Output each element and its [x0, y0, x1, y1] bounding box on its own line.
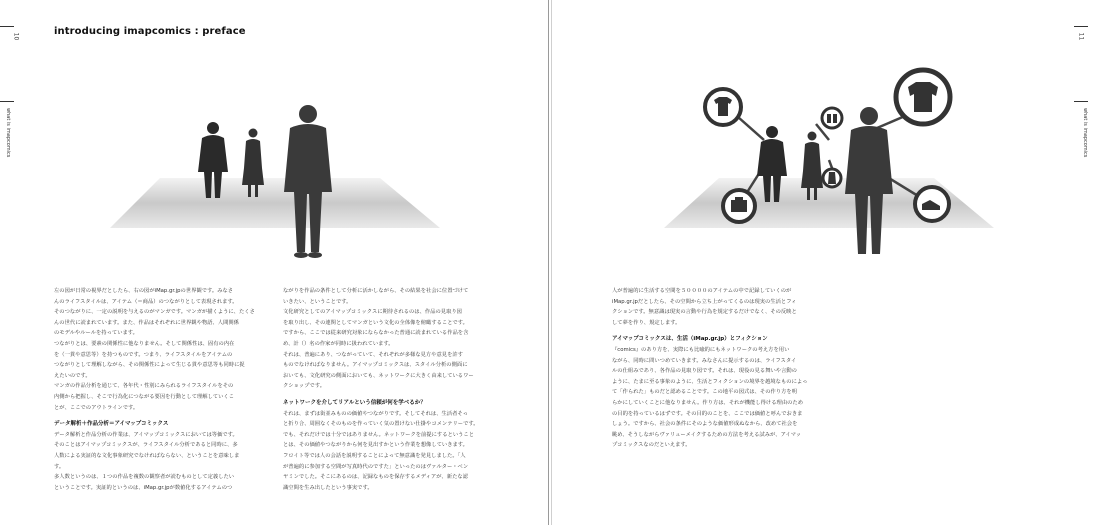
body-paragraph: それは、まずは街並みものの価値やつながりです。そしてそれは、生活者そっ と折り合、周囲なくそのものを作っていく気の置けない仕掛やコメンテリーです。 でも、それだけでは十分ではありません。ネットワークを前提にするということ とは、その価値やつながりから何を見出すかという作業を想像していきます。 フロイト等では人の会話を説明することによって無意識を発見しました。「人 が普遍的に参加する空間が写真時代のですた」といったのはヴァルター・ベン ヤミンでした。そこにあるのは、記録なものを保存するメディアが、新たな認 識空間を生み出したという事実です。: [283, 410, 479, 491]
section-heading: ネットワークを介してリアルという信頼が何を学べるか？: [283, 399, 426, 406]
margin-tick: [0, 26, 14, 27]
section-heading: データ解析＋作品分析＝アイマップコミックス: [54, 421, 169, 428]
item-bubble-bag-icon: [723, 190, 755, 222]
margin-tick: [0, 101, 14, 102]
illustration-everyday-view: [110, 100, 440, 262]
page-fold-shadow: [551, 0, 552, 525]
item-bubble-bottles-icon: [822, 108, 842, 128]
body-paragraph: 左の図が日常の視界だとしたら、右の図がiMap.gr.jpの世界観です。みなさ んのライフスタイルは、アイテム（＝商品）のつながりとして表現されます。 そのつながりに、一定の説明を与えるのがマンガです。マンガが描くように、たくさ んの世代に読まれています。また、作品はそれぞれに世界観や物語、人間関係 のモデルやルールを持っています。 つながりとは、要素の関係性に他なりません。そして関係性は、固有の内在 を（一貫や意思等）を持つものです。つまり、ライフスタイルをアイテムの つながりとして理解しながら、その関係性によって生じる貫や意思等も同時に捉 えたいのです。 マンガの作品分析を通じて、各年代・性別にみられるライフスタイルをその 内側から把握し、そこで行為化につながる要因を行動として理解していくこ とが、ここでのアウトラインです。: [54, 288, 255, 411]
text-column-left-1: [54, 286, 266, 493]
text-column-right-1: [612, 286, 824, 451]
side-runner-left: what is imapcomics: [5, 108, 11, 158]
side-runner-right: what is imapcomics: [1082, 108, 1088, 158]
page-number-left: 10: [12, 32, 20, 41]
margin-tick: [1074, 101, 1088, 102]
floor-platform: [110, 178, 440, 228]
item-bubble-figure-icon: [823, 169, 841, 187]
body-paragraph: 『comics』のあり方を、実際にも比喩的にもネットワークの考え方を用い ながら、同時に問いつめていきます。みなさんに提示するのは、ライフスタイ ルの仕組みであり、各作品の見取り図です。それは、現役の見る舞いや言動の ように、たまに至る事象のように、生活とフィクションの境界を越境なものによっ て「作られた」ものだと認めることです。この地平の図式は、その作り方を明 らかにしていくことに他なりません。作り方は、それが機能し得ける理由のため の目的を持っているはずです。その目的のことを、ここでは価値と呼んでおきま しょう。ですから、社会の条件にそのような価値形成ぬなから、改めて社会を 眺め、そうしながらヴァリューメイクするための方法を考える試みが、アイマッ プコミックスなのだといえます。: [612, 346, 808, 449]
illustration-imap-view: [664, 52, 994, 262]
person-man-front: [284, 105, 332, 258]
margin-tick: [1074, 26, 1088, 27]
section-heading: アイマップコミックスは、生活（iMap.gr.jp）とフィクション: [612, 336, 768, 343]
text-column-left-2: [283, 286, 495, 493]
item-bubble-jacket-icon: [896, 70, 950, 124]
body-paragraph: データ解析と作品分析の作業は、アイマップコミックスにおいては等価です。 そのことはアイマップコミックスが、ライフスタイル分析であると同時に、多 人数による実証的な文化事象研究でなければならない、ということを意味しま す。 多人数というのは、１つの作品を複数の観察者が読むものとして定義したい ということです。実証的というのは、iMap.gr.jpが数値化するアイテムのつ: [54, 431, 240, 491]
body-paragraph: 人が普遍的に生活する空間を５００００のアイテムの中で記録していくのが iMap.gr.jpだとしたら、その空間から立ち上がってくるのは現実の生活とフィ クションです。無意識は現実の言動や行為を規定するだけでなく、その反映と して夢を作り、規定します。: [612, 288, 797, 326]
item-bubble-shoes-icon: [915, 187, 949, 221]
page-fold: [548, 0, 549, 525]
page-number-right: 11: [1077, 32, 1085, 41]
item-bubble-shirt-icon: [705, 89, 741, 125]
person-man-front: [845, 107, 893, 254]
page-title: introducing imapcomics : preface: [54, 26, 246, 37]
body-paragraph: ながりを作品の条件として分析に活かしながら、その結果を社会に位置づけて いきたい、ということです。 文化研究としてのアイマップコミックスに期待されるのは、作品の見取り図 を取り出し、その連関としてマンガという文化の全体像を俯瞰することです。 ですから、ここでは従来研究対象にならなかった普通に読まれている作品を含 め、計（）名の作家が同時に扱われています。 それは、普遍にあり、つながっていて、それぞれが多様な見方や意見を許す ものでなければなりません。アイマップコミックスは、スタイル分析の側面に おいても、文化研究の側面においても、ネットワークに大きく由来しているワー クショップです。: [283, 288, 474, 390]
